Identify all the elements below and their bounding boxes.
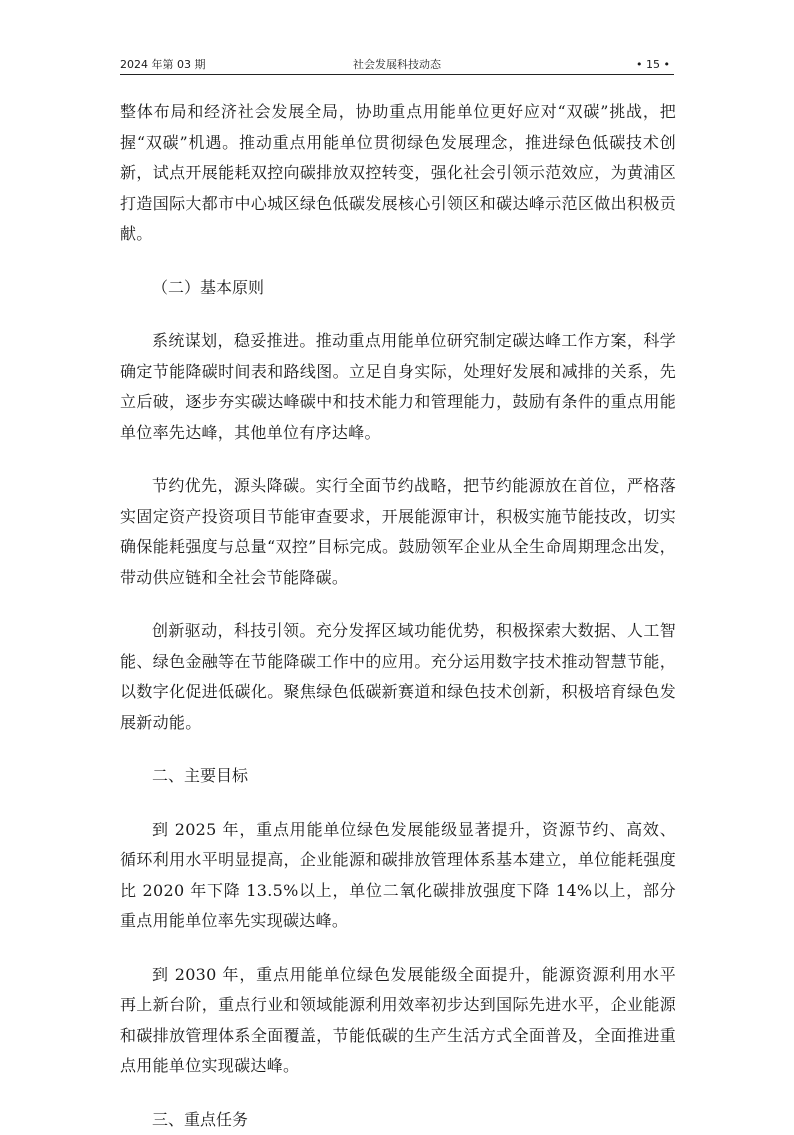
issue-number: 2024 年第 03 期 xyxy=(120,57,205,73)
article-body xyxy=(120,97,676,1135)
paragraph-conservation-first: 节约优先，源头降碳。实行全面节约战略，把节约能源放在首位，严格落实固定资产投资项目节能审查要求，开展能源审计，积极实施节能技改，切实确保能耗强度与总量“双控”目标完成。鼓励领军企业从全生命周期理念出发，带动供应链和全社会节能降碳。 xyxy=(120,471,676,593)
paragraph-continued: 整体布局和经济社会发展全局，协助重点用能单位更好应对“双碳”挑战，把握“双碳”机遇。推动重点用能单位贯彻绿色发展理念，推进绿色低碳技术创新，试点开展能耗双控向碳排放双控转变，强化社会引领示范效应，为黄浦区打造国际大都市中心城区绿色低碳发展核心引领区和碳达峰示范区做出积极贡献。 xyxy=(120,97,676,250)
section-heading-main-goals: 二、主要目标 xyxy=(120,761,676,792)
page-header xyxy=(120,57,674,75)
journal-title: 社会发展科技动态 xyxy=(120,57,674,73)
section-heading-basic-principles: （二）基本原则 xyxy=(120,273,676,304)
paragraph-systematic-planning: 系统谋划，稳妥推进。推动重点用能单位研究制定碳达峰工作方案，科学确定节能降碳时间表和路线图。立足自身实际，处理好发展和减排的关系，先立后破，逐步夯实碳达峰碳中和技术能力和管理能力，鼓励有条件的重点用能单位率先达峰，其他单位有序达峰。 xyxy=(120,326,676,448)
paragraph-innovation-driven: 创新驱动，科技引领。充分发挥区域功能优势，积极探索大数据、人工智能、绿色金融等在节能降碳工作中的应用。充分运用数字技术推动智慧节能，以数字化促进低碳化。聚焦绿色低碳新赛道和绿色技术创新，积极培育绿色发展新动能。 xyxy=(120,616,676,738)
page-number: • 15 • xyxy=(636,57,670,73)
section-heading-key-tasks: 三、重点任务 xyxy=(120,1105,676,1135)
paragraph-goal-2025: 到 2025 年，重点用能单位绿色发展能级显著提升，资源节约、高效、循环利用水平明显提高，企业能源和碳排放管理体系基本建立，单位能耗强度比 2020 年下降 13.5%以上，单位二氧化碳排放强度下降 14%以上，部分重点用能单位率先实现碳达峰。 xyxy=(120,815,676,937)
paragraph-goal-2030: 到 2030 年，重点用能单位绿色发展能级全面提升，能源资源利用水平再上新台阶，重点行业和领域能源利用效率初步达到国际先进水平，企业能源和碳排放管理体系全面覆盖，节能低碳的生产生活方式全面普及，全面推进重点用能单位实现碳达峰。 xyxy=(120,960,676,1082)
